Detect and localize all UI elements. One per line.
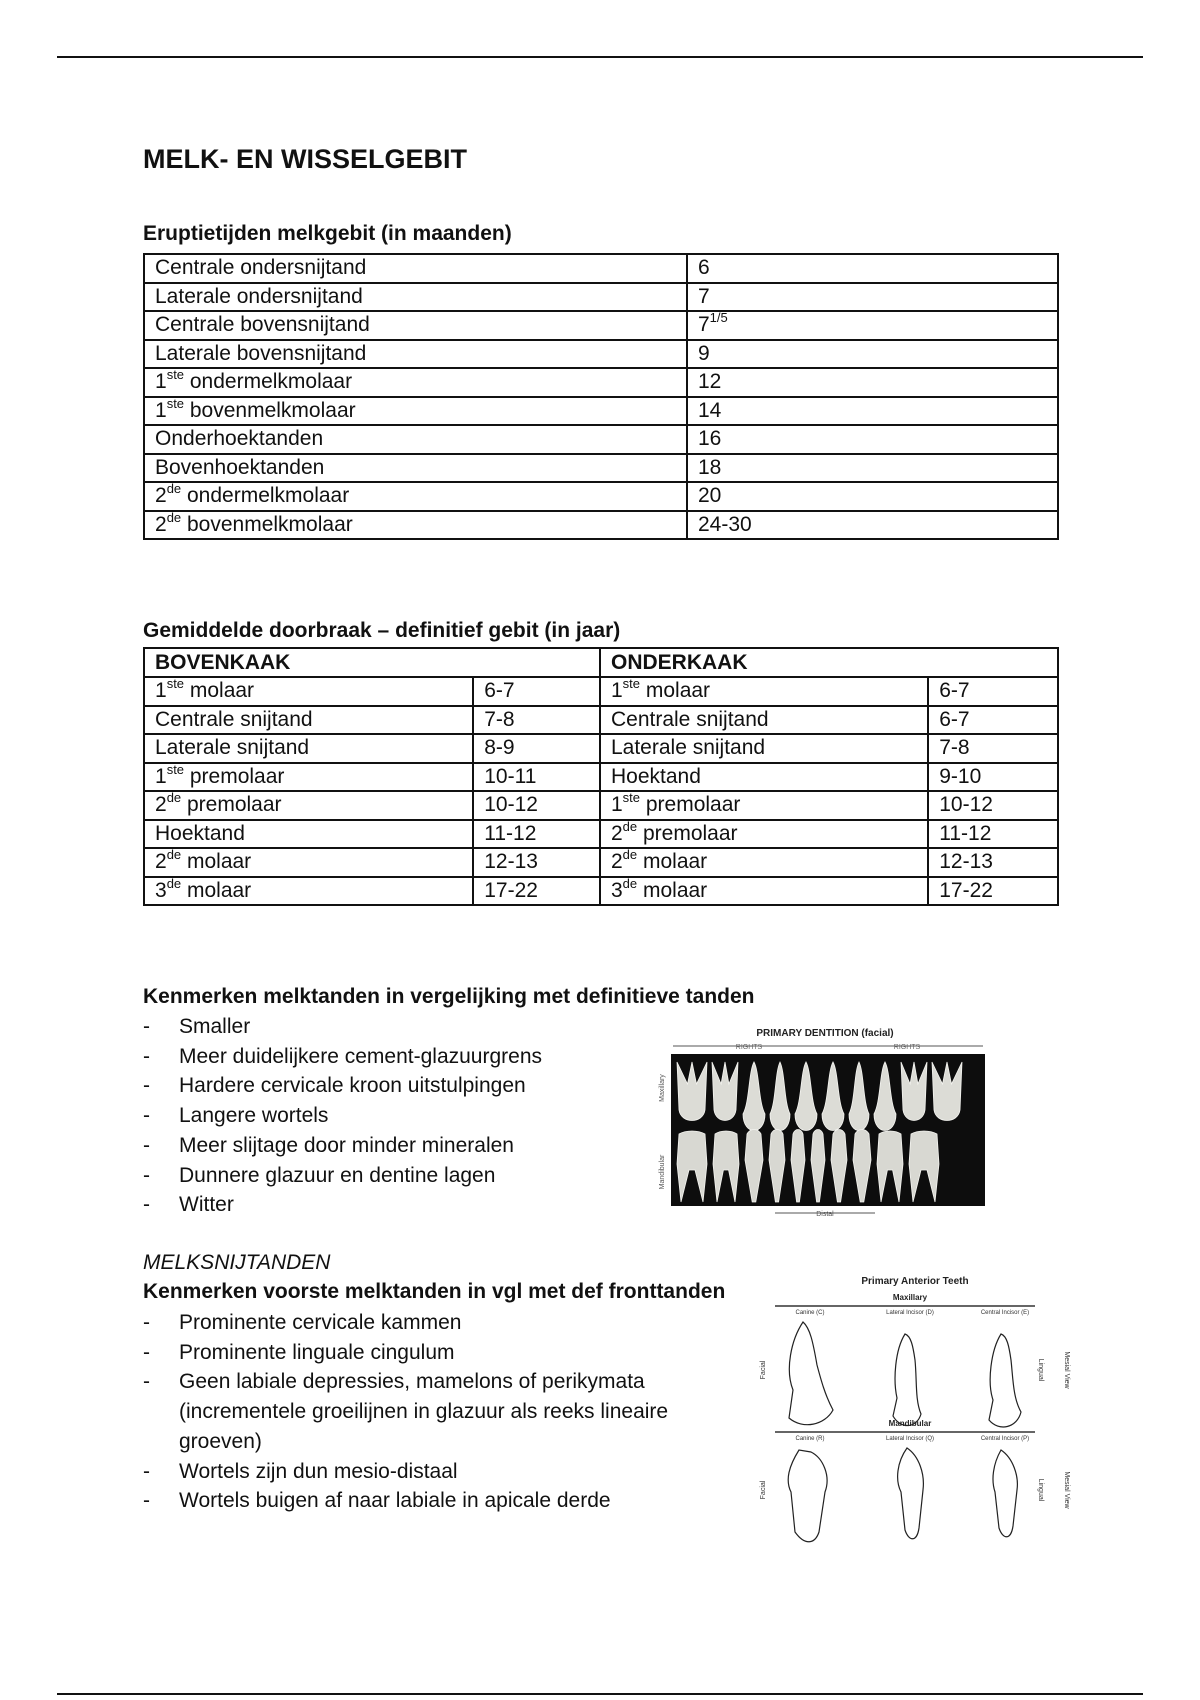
eruption-row — [144, 482, 1058, 511]
eruption-months — [687, 254, 1058, 283]
page-title: MELK- EN WISSELGEBIT — [143, 144, 467, 174]
lower-age: 11-12 — [928, 820, 1058, 849]
cell-text: Laterale snijtand — [610, 736, 766, 760]
photo-label-right: RIGHTS — [893, 1044, 921, 1051]
cell-text: molaar — [637, 850, 708, 874]
ordinal-number: 1 — [610, 793, 623, 817]
mand-central-outline — [993, 1450, 1017, 1537]
upper-tooth — [144, 848, 473, 877]
eruption-tooth — [144, 340, 687, 369]
photo-label-distal: Distal — [816, 1211, 834, 1218]
photo-label-maxillary: Maxillary — [659, 1074, 666, 1102]
upper-age: 8-9 — [473, 734, 600, 763]
ordinal-number: 2 — [155, 512, 167, 536]
months-value: 12 — [697, 370, 722, 394]
features-heading: Kenmerken melktanden in vergelijking met definitieve tanden — [143, 985, 755, 1008]
ordinal-number: 1 — [155, 679, 167, 703]
cell-text: Hoektand — [155, 821, 245, 845]
lower-tooth — [600, 791, 928, 820]
lower-age: 17-22 — [928, 877, 1058, 906]
ordinal-suffix: de — [166, 481, 182, 497]
months-value: 7 — [697, 284, 710, 308]
cell-text: molaar — [181, 850, 252, 874]
list-item: - Langere wortels — [143, 1101, 729, 1131]
primary-dentition-photo — [655, 1022, 995, 1222]
max-lateral-outline — [893, 1334, 921, 1426]
permanent-row — [144, 706, 1058, 735]
upper-tooth — [144, 877, 473, 906]
ordinal-number: 1 — [155, 370, 167, 394]
ordinal-number: 2 — [155, 850, 167, 874]
eruption-row — [144, 340, 1058, 369]
upper-tooth — [144, 734, 473, 763]
months-value: 18 — [697, 455, 722, 479]
lower-tooth — [600, 877, 928, 906]
list-item: - Wortels buigen af naar labiale in apicale derde — [143, 1486, 729, 1516]
cell-text: Laterale snijtand — [155, 736, 310, 760]
ordinal-suffix: de — [622, 875, 638, 891]
cell-text: ondermelkmolaar — [181, 484, 350, 508]
eruption-tooth — [144, 482, 687, 511]
cell-text: molaar — [637, 878, 708, 902]
cell-text: Centrale snijtand — [155, 707, 313, 731]
lower-tooth — [600, 734, 928, 763]
list-item: - Prominente cervicale kammen — [143, 1308, 729, 1338]
permanent-header-row — [144, 648, 1058, 677]
primary-anterior-diagram — [755, 1270, 1085, 1550]
ordinal-number: 2 — [155, 793, 167, 817]
lower-age: 7-8 — [928, 734, 1058, 763]
diagram-facial-upper: Facial — [760, 1360, 767, 1380]
eruption-row — [144, 454, 1058, 483]
eruption-months — [687, 425, 1058, 454]
upper-age: 10-12 — [473, 791, 600, 820]
diagram-lingual-upper: Lingual — [1037, 1358, 1044, 1382]
diagram-maxillary: Maxillary — [892, 1293, 928, 1302]
eruption-months — [687, 340, 1058, 369]
photo-label-mandibular: Mandibular — [659, 1154, 666, 1190]
cell-text: Centrale snijtand — [610, 707, 769, 731]
upper-tooth — [144, 706, 473, 735]
permanent-row — [144, 734, 1058, 763]
upper-age: 7-8 — [473, 706, 600, 735]
months-value: 20 — [697, 484, 722, 508]
mand-canine-outline — [788, 1450, 827, 1542]
ordinal-suffix: ste — [166, 761, 185, 777]
incisors-heading: Kenmerken voorste melktanden in vgl met def fronttanden — [143, 1280, 726, 1303]
upper-tooth — [144, 677, 473, 706]
lower-tooth — [600, 848, 928, 877]
lower-age: 9-10 — [928, 763, 1058, 792]
eruption-months — [687, 283, 1058, 312]
photo-label-left: RIGHTS — [735, 1044, 763, 1051]
eruption-row — [144, 511, 1058, 540]
list-item: - Geen labiale depressies, mamelons of perikymata (incrementele groeilijnen in glazuur als reeks lineaire groeven) — [143, 1367, 729, 1456]
months-value: 9 — [697, 341, 710, 365]
cell-text: premolaar — [181, 793, 282, 817]
eruption-row — [144, 254, 1058, 283]
eruption-tooth — [144, 311, 687, 340]
cell-text: Laterale bovensnijtand — [155, 341, 367, 365]
eruption-row — [144, 283, 1058, 312]
list-item: - Hardere cervicale kroon uitstulpingen — [143, 1071, 729, 1101]
cell-text: Bovenhoektanden — [155, 455, 325, 479]
upper-tooth-shape — [677, 1062, 707, 1121]
cell-text: Onderhoektanden — [155, 427, 324, 451]
lower-tooth — [600, 706, 928, 735]
ordinal-number: 1 — [610, 679, 623, 703]
eruption-months — [687, 511, 1058, 540]
ordinal-number: 2 — [610, 821, 623, 845]
months-value: 6 — [697, 256, 710, 280]
lower-tooth — [600, 763, 928, 792]
eruption-tooth — [144, 511, 687, 540]
mand-label-1: Lateral Incisor (Q) — [885, 1436, 935, 1442]
cell-text: bovenmelkmolaar — [181, 512, 353, 536]
list-item: - Meer duidelijkere cement-glazuurgrens — [143, 1042, 729, 1072]
permanent-table — [143, 647, 1059, 906]
eruption-row — [144, 311, 1058, 340]
diagram-view-upper: Mesial View — [1063, 1351, 1070, 1389]
months-value: 7 — [697, 313, 710, 337]
permanent-row — [144, 820, 1058, 849]
features-list — [143, 1012, 729, 1220]
permanent-row — [144, 677, 1058, 706]
lower-jaw-header: ONDERKAAK — [600, 648, 1058, 677]
eruption-tooth — [144, 283, 687, 312]
ordinal-suffix: de — [166, 847, 182, 863]
primary-anterior-svg — [755, 1270, 1085, 1550]
diagram-view-lower: Mesial View — [1063, 1471, 1070, 1509]
mand-label-2: Central Incisor (P) — [980, 1436, 1030, 1442]
lower-age: 12-13 — [928, 848, 1058, 877]
mand-lateral-outline — [898, 1448, 924, 1539]
cell-text: molaar — [640, 679, 711, 703]
eruption-tooth — [144, 397, 687, 426]
upper-age: 10-11 — [473, 763, 600, 792]
cell-text: molaar — [184, 679, 255, 703]
cell-text: premolaar — [184, 764, 285, 788]
eruption-months — [687, 482, 1058, 511]
eruption-row — [144, 425, 1058, 454]
ordinal-number: 2 — [155, 484, 167, 508]
eruption-tooth — [144, 425, 687, 454]
eruption-months — [687, 368, 1058, 397]
ordinal-number: 1 — [155, 764, 167, 788]
diagram-facial-lower: Facial — [760, 1480, 767, 1500]
list-item: - Witter — [143, 1190, 729, 1220]
ordinal-number: 1 — [155, 398, 167, 422]
months-fraction: 1/5 — [709, 310, 728, 326]
max-canine-outline — [789, 1322, 833, 1425]
permanent-row — [144, 848, 1058, 877]
ordinal-suffix: ste — [622, 676, 641, 692]
upper-age: 11-12 — [473, 820, 600, 849]
ordinal-suffix: ste — [166, 367, 185, 383]
cell-text: ondermelkmolaar — [184, 370, 353, 394]
upper-tooth-shape — [901, 1062, 927, 1121]
diagram-title: Primary Anterior Teeth — [861, 1276, 969, 1287]
permanent-heading: Gemiddelde doorbraak – definitief gebit (in jaar) — [143, 619, 621, 642]
permanent-row — [144, 877, 1058, 906]
diagram-mandibular: Mandibular — [888, 1419, 932, 1428]
cell-text: bovenmelkmolaar — [184, 398, 356, 422]
ordinal-suffix: de — [622, 818, 638, 834]
ordinal-suffix: ste — [166, 395, 185, 411]
upper-age: 17-22 — [473, 877, 600, 906]
ordinal-number: 2 — [610, 850, 623, 874]
eruption-heading: Eruptietijden melkgebit (in maanden) — [143, 222, 512, 245]
ordinal-number: 3 — [155, 878, 167, 902]
incisors-subtitle: MELKSNIJTANDEN — [143, 1251, 331, 1274]
cell-text: Hoektand — [610, 764, 701, 788]
list-item: - Wortels zijn dun mesio-distaal — [143, 1457, 729, 1487]
cell-text: molaar — [181, 878, 252, 902]
eruption-months — [687, 311, 1058, 340]
max-label-2: Central Incisor (E) — [980, 1310, 1030, 1316]
lower-age: 10-12 — [928, 791, 1058, 820]
lower-tooth — [600, 820, 928, 849]
incisors-list — [143, 1308, 729, 1516]
ordinal-suffix: ste — [622, 790, 641, 806]
upper-age: 6-7 — [473, 677, 600, 706]
upper-age: 12-13 — [473, 848, 600, 877]
primary-dentition-svg — [655, 1022, 995, 1222]
diagram-lingual-lower: Lingual — [1037, 1478, 1044, 1502]
upper-tooth — [144, 791, 473, 820]
eruption-row — [144, 368, 1058, 397]
permanent-row — [144, 791, 1058, 820]
eruption-tooth — [144, 254, 687, 283]
max-central-outline — [989, 1334, 1021, 1427]
lower-age: 6-7 — [928, 706, 1058, 735]
cell-text: Centrale bovensnijtand — [155, 313, 370, 337]
list-item: - Prominente linguale cingulum — [143, 1338, 729, 1368]
upper-jaw-header: BOVENKAAK — [144, 648, 600, 677]
eruption-tooth — [144, 454, 687, 483]
upper-tooth — [144, 763, 473, 792]
cell-text: Laterale ondersnijtand — [155, 284, 363, 308]
upper-tooth-shape — [932, 1062, 962, 1121]
eruption-months — [687, 454, 1058, 483]
cell-text: premolaar — [640, 793, 741, 817]
bottom-rule — [57, 1693, 1143, 1695]
eruption-row — [144, 397, 1058, 426]
cell-text: premolaar — [637, 821, 738, 845]
upper-tooth — [144, 820, 473, 849]
list-item: - Smaller — [143, 1012, 729, 1042]
ordinal-suffix: de — [166, 509, 182, 525]
eruption-tooth — [144, 368, 687, 397]
top-rule — [57, 56, 1143, 58]
lower-age: 6-7 — [928, 677, 1058, 706]
lower-tooth — [600, 677, 928, 706]
ordinal-suffix: de — [166, 790, 182, 806]
ordinal-suffix: de — [166, 875, 182, 891]
eruption-months — [687, 397, 1058, 426]
months-value: 14 — [697, 398, 722, 422]
eruption-table — [143, 253, 1059, 540]
mand-label-0: Canine (R) — [795, 1436, 825, 1442]
months-value: 24-30 — [697, 512, 752, 536]
ordinal-suffix: de — [622, 847, 638, 863]
ordinal-number: 3 — [610, 878, 623, 902]
max-label-0: Canine (C) — [795, 1310, 825, 1316]
max-label-1: Lateral Incisor (D) — [886, 1310, 934, 1316]
cell-text: Centrale ondersnijtand — [155, 256, 367, 280]
list-item: - Meer slijtage door minder mineralen — [143, 1131, 729, 1161]
list-item: - Dunnere glazuur en dentine lagen — [143, 1161, 729, 1191]
upper-tooth-shape — [712, 1062, 738, 1121]
permanent-row — [144, 763, 1058, 792]
months-value: 16 — [697, 427, 722, 451]
photo-title: PRIMARY DENTITION (facial) — [756, 1028, 894, 1039]
ordinal-suffix: ste — [166, 676, 185, 692]
